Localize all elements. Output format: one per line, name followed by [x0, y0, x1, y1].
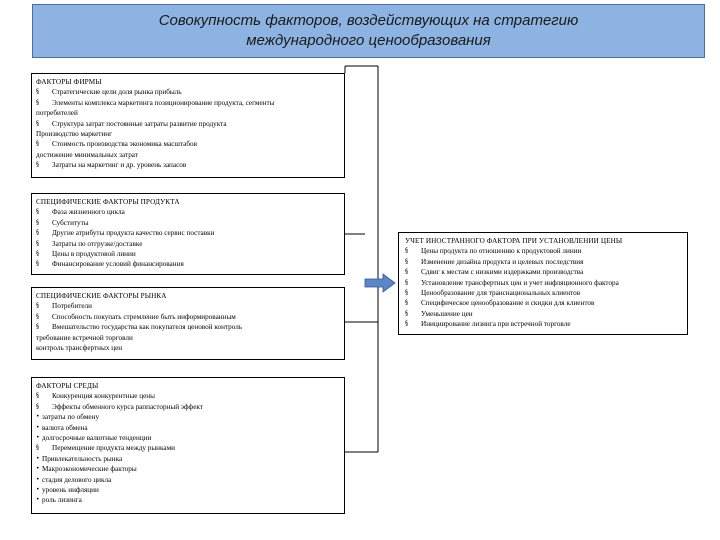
- section-bullet-icon: §: [405, 299, 408, 307]
- bullet-dot-icon: •: [36, 454, 40, 462]
- section-bullet-icon: §: [36, 260, 39, 268]
- list-item-text: Конкуренция конкурентные цены: [52, 392, 155, 401]
- list-item-text: Цены продукта по отношению к продуктовой линии: [421, 247, 582, 256]
- section-bullet-icon: §: [405, 247, 408, 255]
- list-item-text: Специфическое ценообразование и скидки для клиентов: [421, 299, 595, 308]
- list-item-text: Макроэкономические факторы: [42, 465, 137, 474]
- arrow-to-foreign: [365, 274, 395, 292]
- list-item-text: долгосрочные валютные тенденции: [42, 434, 152, 443]
- list-item-text: Перемещение продукта между рынками: [52, 444, 175, 453]
- list-item-text: достижение минимальных затрат: [36, 150, 138, 159]
- list-item-text: Сдвиг к местам с низкими издержками производства: [421, 268, 584, 277]
- list-item-text: Изменение дизайна продукта и целевых последствия: [421, 257, 584, 266]
- list-item-text: Затраты по отгрузке/доставке: [52, 239, 143, 248]
- list-item-text: Привлекательность рынка: [42, 454, 123, 463]
- list-item-text: Цены в продуктовой линии: [52, 250, 136, 259]
- section-bullet-icon: §: [405, 268, 408, 276]
- list-item-text: Эффекты обменного курса раппасторный эффект: [52, 402, 203, 411]
- list-item-text: потребителей: [36, 109, 78, 118]
- list-item-text: Стоимость производства экономика масштабов: [52, 140, 197, 149]
- section-bullet-icon: §: [36, 119, 39, 127]
- environment-factors-heading: ФАКТОРЫ СРЕДЫ: [36, 382, 99, 390]
- section-bullet-icon: §: [36, 239, 39, 247]
- list-item-text: Финансирование условий финансирования: [52, 260, 184, 269]
- bullet-dot-icon: •: [36, 496, 40, 504]
- bullet-dot-icon: •: [36, 413, 40, 421]
- list-item-text: Ценообразование для транснациональных клиентов: [421, 289, 581, 298]
- list-item-text: Потребители: [52, 302, 92, 311]
- product-factors-heading: СПЕЦИФИЧЕСКИЕ ФАКТОРЫ ПРОДУКТА: [36, 198, 180, 206]
- list-item-text: контроль трансфертных цен: [36, 344, 123, 353]
- section-bullet-icon: §: [36, 88, 39, 96]
- list-item-text: Субституты: [52, 218, 89, 227]
- bullet-dot-icon: •: [36, 434, 40, 442]
- section-bullet-icon: §: [36, 323, 39, 331]
- bullet-dot-icon: •: [36, 465, 40, 473]
- section-bullet-icon: §: [36, 312, 39, 320]
- list-item-text: Способность покупать стремление быть информированным: [52, 312, 236, 321]
- section-bullet-icon: §: [405, 257, 408, 265]
- section-bullet-icon: §: [405, 309, 408, 317]
- section-bullet-icon: §: [36, 402, 39, 410]
- section-bullet-icon: §: [36, 444, 39, 452]
- list-item-text: затраты по обмену: [42, 413, 100, 422]
- list-item-text: Уменьшение цен: [421, 309, 473, 318]
- section-bullet-icon: §: [405, 278, 408, 286]
- section-bullet-icon: §: [36, 302, 39, 310]
- list-item-text: Инициирование лизинга при встречной торговле: [421, 320, 571, 329]
- list-item-text: Элементы комплекса маркетинга позиционирование продукта, сегменты: [52, 98, 275, 107]
- list-item-text: Стратегические цели доля рынка прибыль: [52, 88, 182, 97]
- list-item-text: Вмешательство государства как покупателя ценовой контроль: [52, 323, 243, 332]
- section-bullet-icon: §: [405, 289, 408, 297]
- market-factors-heading: СПЕЦИФИЧЕСКИЕ ФАКТОРЫ РЫНКА: [36, 292, 167, 300]
- bullet-dot-icon: •: [36, 423, 40, 431]
- bullet-dot-icon: •: [36, 475, 40, 483]
- list-item-text: требование встречной торговли: [36, 333, 133, 342]
- list-item-text: стадия делового цикла: [42, 475, 112, 484]
- section-bullet-icon: §: [36, 208, 39, 216]
- list-item-text: Производство маркетинг: [36, 130, 113, 139]
- list-item-text: Установление трансфертных цен и учет инфляционного фактора: [421, 278, 619, 287]
- list-item-text: Фаза жизненного цикла: [52, 208, 125, 217]
- section-bullet-icon: §: [405, 320, 408, 328]
- arrow-shape: [365, 274, 395, 292]
- section-bullet-icon: §: [36, 229, 39, 237]
- section-bullet-icon: §: [36, 98, 39, 106]
- section-bullet-icon: §: [36, 218, 39, 226]
- firm-factors-heading: ФАКТОРЫ ФИРМЫ: [36, 78, 102, 86]
- list-item-text: Затраты на маркетинг и др. уровень запасов: [52, 161, 187, 170]
- foreign-factor-heading: УЧЕТ ИНОСТРАННОГО ФАКТОРА ПРИ УСТАНОВЛЕНИИ ЦЕНЫ: [405, 237, 623, 245]
- title-line-2: международного ценообразования: [246, 32, 491, 49]
- list-item-text: Структура затрат постоянные затраты развитие продукта: [52, 119, 227, 128]
- bullet-dot-icon: •: [36, 486, 40, 494]
- section-bullet-icon: §: [36, 250, 39, 258]
- section-bullet-icon: §: [36, 392, 39, 400]
- list-item-text: роль лизинга: [42, 496, 82, 505]
- section-bullet-icon: §: [36, 140, 39, 148]
- section-bullet-icon: §: [36, 161, 39, 169]
- list-item-text: Другие атрибуты продукта качество сервис поставки: [52, 229, 215, 238]
- list-item-text: уровень инфляции: [42, 486, 99, 495]
- list-item-text: валюта обмена: [42, 423, 88, 432]
- title-line-1: Совокупность факторов, воздействующих на стратегию: [158, 12, 579, 29]
